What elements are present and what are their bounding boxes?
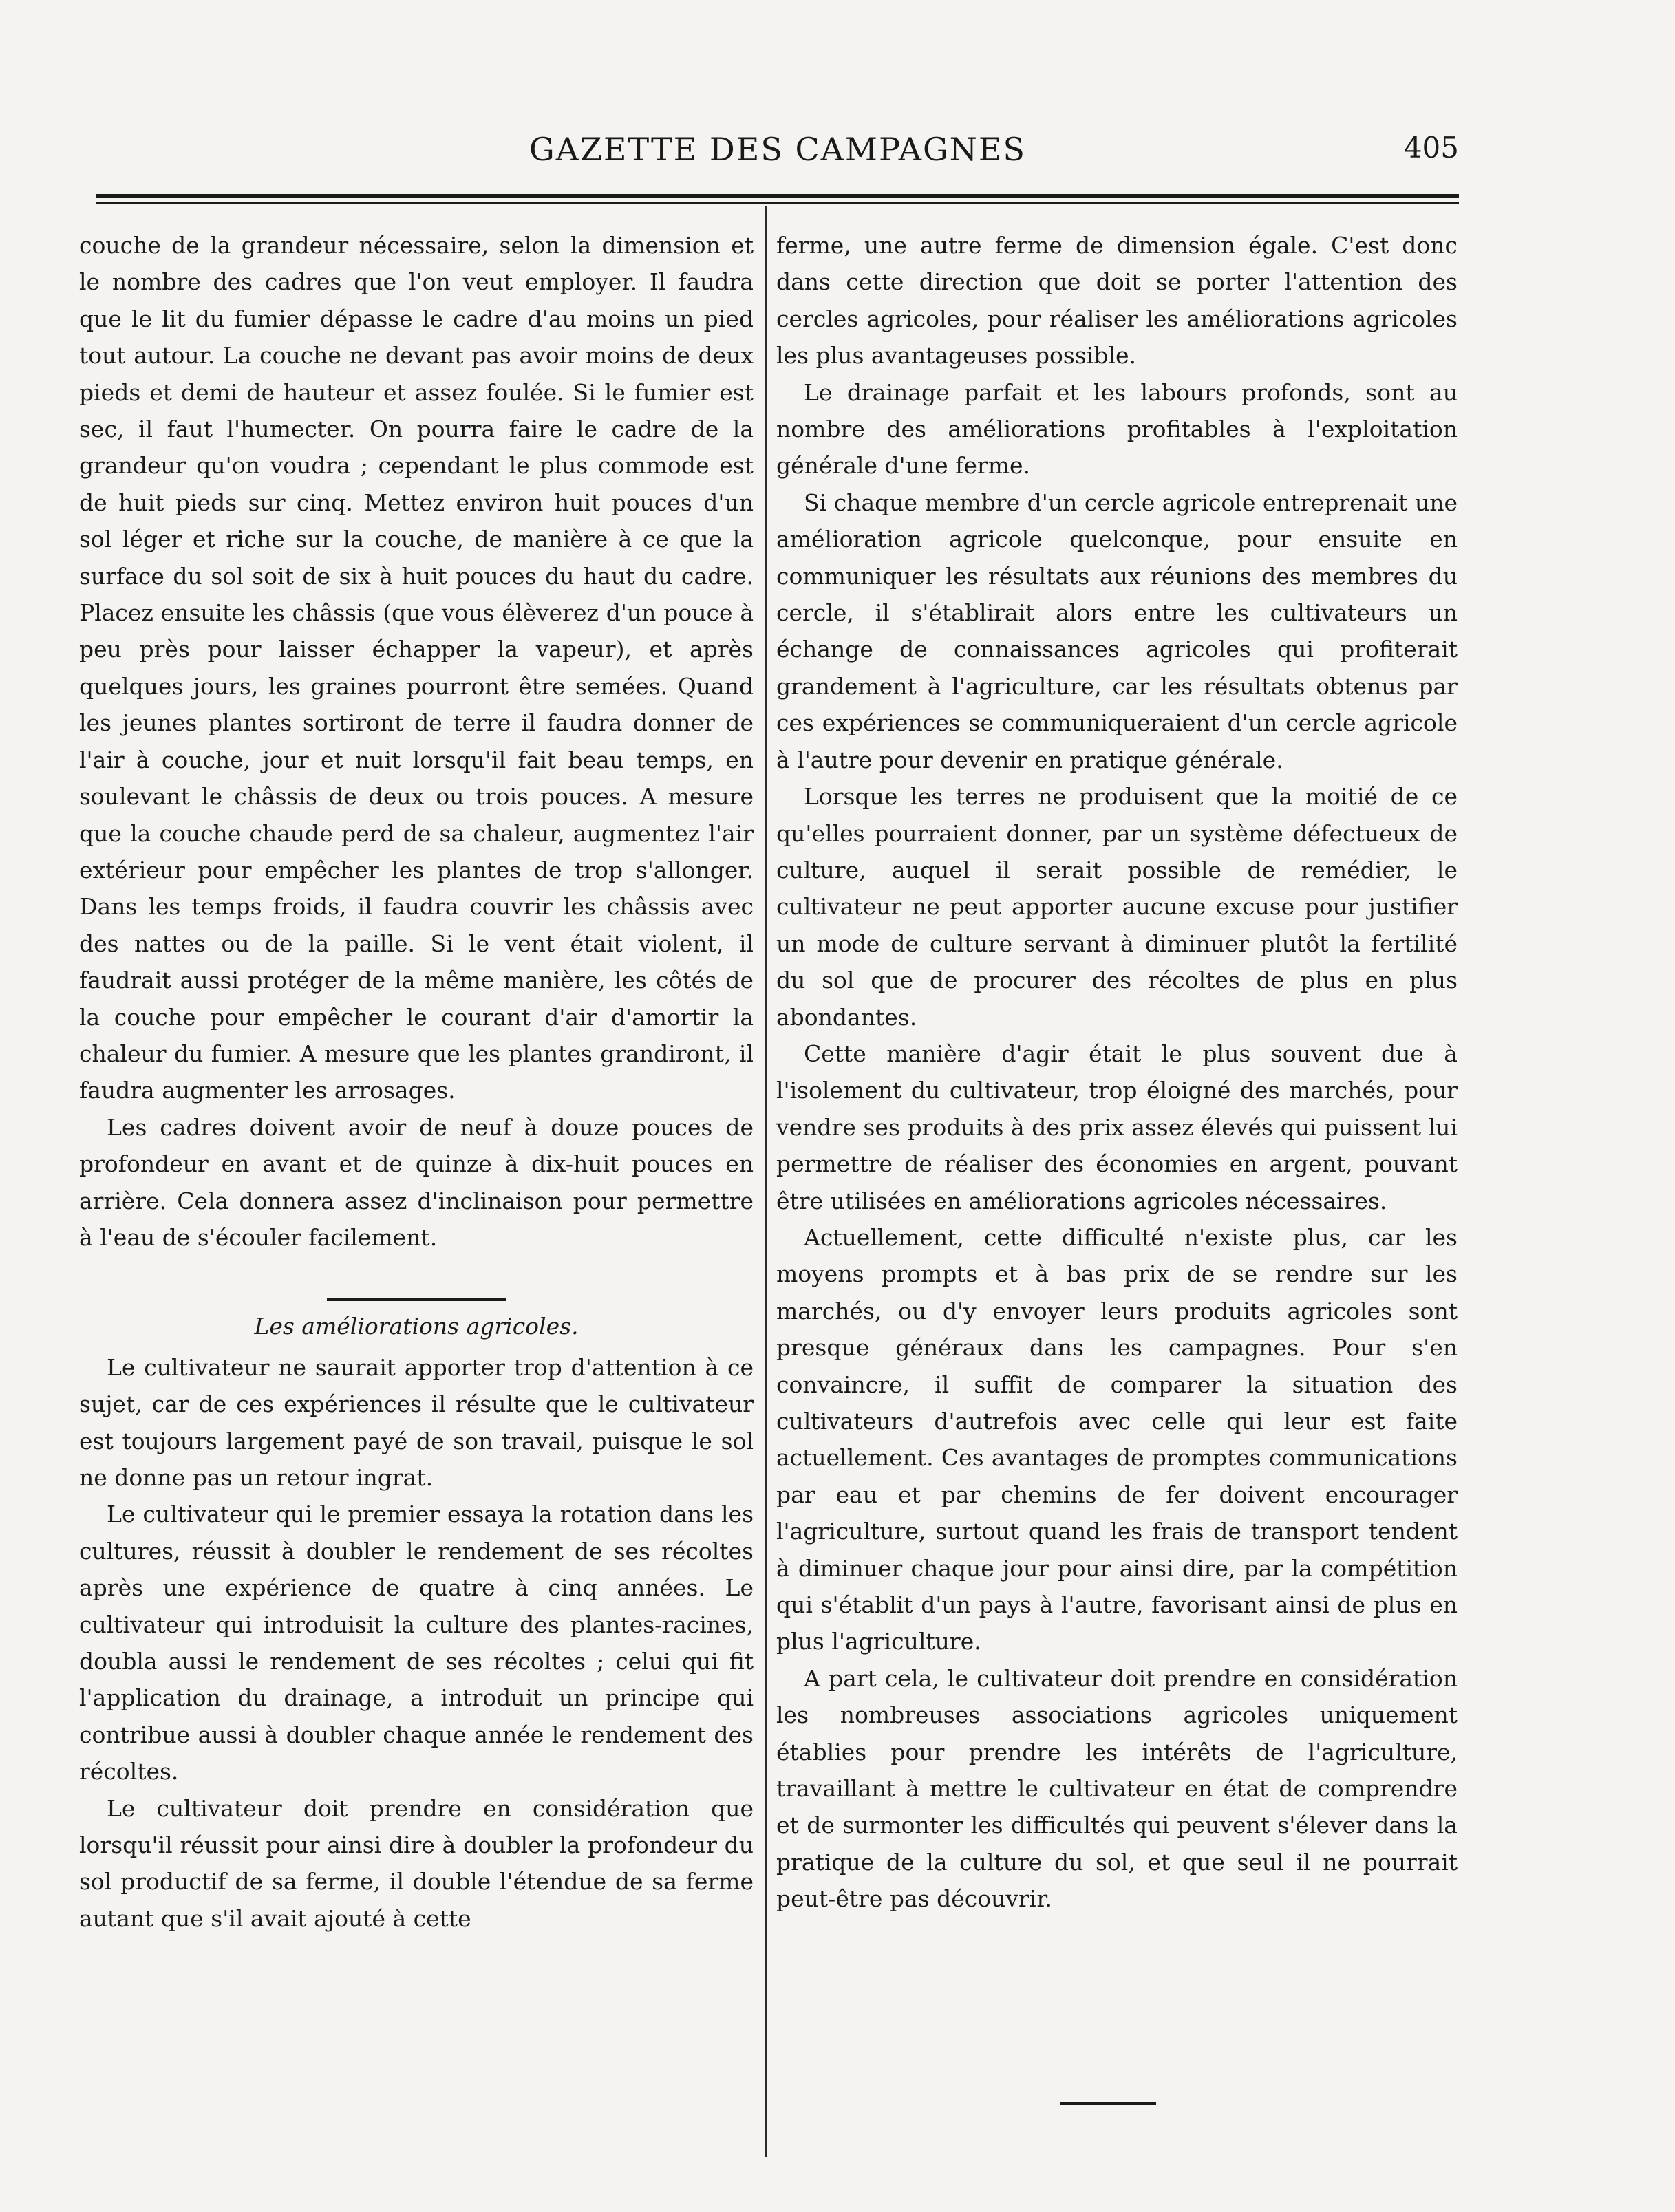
right-paragraph-4: Lorsque les terres ne produisent que la moitié de ce qu'elles pourraient donner, par un système défectueux de culture, auquel il serait possible de remédier, le cultivateur ne peut apporter aucune excuse pour justifier un mode de culture servant à diminuer plutôt la fertilité du sol que de procurer des récoltes de plus en plus abondantes. — [776, 783, 1458, 1031]
page-header — [96, 131, 1459, 172]
section-separator-rule — [327, 1298, 506, 1301]
header-rule-thick — [96, 194, 1459, 198]
left-paragraph-2: Les cadres doivent avoir de neuf à douze pouces de profondeur en avant et de quinze à dix-huit pouces en arrière. Cela donnera assez d'inclinaison pour permettre à l'eau de s'écouler facilement. — [79, 1113, 754, 1251]
article-end-rule — [1060, 2102, 1156, 2105]
right-paragraph-7: A part cela, le cultivateur doit prendre en considération les nombreuses associations agricoles uniquement établies pour prendre les intérêts de l'agriculture, travaillant à mettre le cultivateur en état de comprendre et de surmonter les difficultés qui peuvent s'élever dans la pratique de la culture du sol, et que seul il ne pourrait peut-être pas découvrir. — [776, 1664, 1458, 1913]
right-paragraph-6: Actuellement, cette difficulté n'existe plus, car les moyens prompts et à bas prix de se rendre sur les marchés, ou d'y envoyer leurs produits agricoles sont presque généraux dans les campagnes. Pour s'en convaincre, il suffit de comparer la situation des cultivateurs d'autrefois avec celle qui leur est faite actuellement. Ces avantages de promptes communications par eau et par chemins de fer doivent encourager l'agriculture, surtout quand les frais de transport tendent à diminuer chaque jour pour ainsi dire, par la compétition qui s'établit d'un pays à l'autre, favorisant ainsi de plus en plus l'agriculture. — [776, 1223, 1458, 1655]
right-column — [776, 227, 1458, 1918]
publication-title: GAZETTE DES CAMPAGNES — [529, 131, 1027, 168]
right-paragraph-5: Cette manière d'agir était le plus souvent due à l'isolement du cultivateur, trop éloigné des marchés, pour vendre ses produits à des prix assez élevés qui puissent lui permettre de réaliser des économies en argent, pouvant être utilisées en améliorations agricoles nécessaires. — [776, 1040, 1458, 1214]
left-column — [79, 227, 754, 1937]
left-paragraph-4: Le cultivateur qui le premier essaya la rotation dans les cultures, réussit à doubler le rendement de ses récoltes après une expérience de quatre à cinq années. Le cultivateur qui introduisit la culture des plantes-racines, doubla aussi le rendement de ses récoltes ; celui qui fit l'application du drainage, a introduit un principe qui contribue aussi à doubler chaque année le rendement des récoltes. — [79, 1501, 754, 1785]
left-paragraph-3: Le cultivateur ne saurait apporter trop d'attention à ce sujet, car de ces expériences il résulte que le cultivateur est toujours largement payé de son travail, puisque le sol ne donne pas un retour ingrat. — [79, 1353, 754, 1491]
left-paragraph-1: couche de la grandeur nécessaire, selon la dimension et le nombre des cadres que l'on veut employer. Il faudra que le lit du fumier dépasse le cadre d'au moins un pied tout autour. La couche ne devant pas avoir moins de deux pieds et demi de hauteur et assez foulée. Si le fumier est sec, il faut l'humecter. On pourra faire le cadre de la grandeur qu'on voudra ; cependant le plus commode est de huit pieds sur cinq. Mettez environ huit pouces d'un sol léger et riche sur la couche, de manière à ce que la surface du sol soit de six à huit pouces du haut du cadre. Placez ensuite les châssis (que vous élèverez d'un pouce à peu près pour laisser échapper la vapeur), et après quelques jours, les graines pourront être semées. Quand les jeunes plantes sortiront de terre il faudra donner de l'air à couche, jour et nuit lorsqu'il fait beau temps, en soulevant le châssis de deux ou trois pouces. A mesure que la couche chaude perd de sa chaleur, augmentez l'air extérieur pour empêcher les plantes de trop s'allonger. Dans les temps froids, il faudra couvrir les châssis avec des nattes ou de la paille. Si le vent était violent, il faudrait aussi protéger de la même manière, les côtés de la couche pour empêcher le courant d'air d'amortir la chaleur du fumier. A mesure que les plantes grandiront, il faudra augmenter les arrosages. — [79, 232, 754, 1104]
page-number: 405 — [1403, 131, 1459, 164]
section-title: Les améliorations agricoles. — [254, 1313, 579, 1340]
left-paragraph-5: Le cultivateur doit prendre en considération que lorsqu'il réussit pour ainsi dire à doubler la profondeur du sol productif de sa ferme, il double l'étendue de sa ferme autant que s'il avait ajouté à cette — [79, 1794, 754, 1932]
right-paragraph-1: ferme, une autre ferme de dimension égale. C'est donc dans cette direction que doit se porter l'attention des cercles agricoles, pour réaliser les améliorations agricoles les plus avantageuses possible. — [776, 232, 1458, 369]
header-rule-thin — [96, 202, 1459, 204]
right-paragraph-3: Si chaque membre d'un cercle agricole entreprenait une amélioration agricole quelconque, pour ensuite en communiquer les résultats aux réunions des membres du cercle, il s'établirait alors entre les cultivateurs un échange de connaissances agricoles qui profiterait grandement à l'agriculture, car les résultats obtenus par ces expériences se communiqueraient d'un cercle agricole à l'autre pour devenir en pratique générale. — [776, 488, 1458, 773]
right-paragraph-2: Le drainage parfait et les labours profonds, sont au nombre des améliorations profitables à l'exploitation générale d'une ferme. — [776, 378, 1458, 480]
column-divider — [765, 206, 767, 2157]
